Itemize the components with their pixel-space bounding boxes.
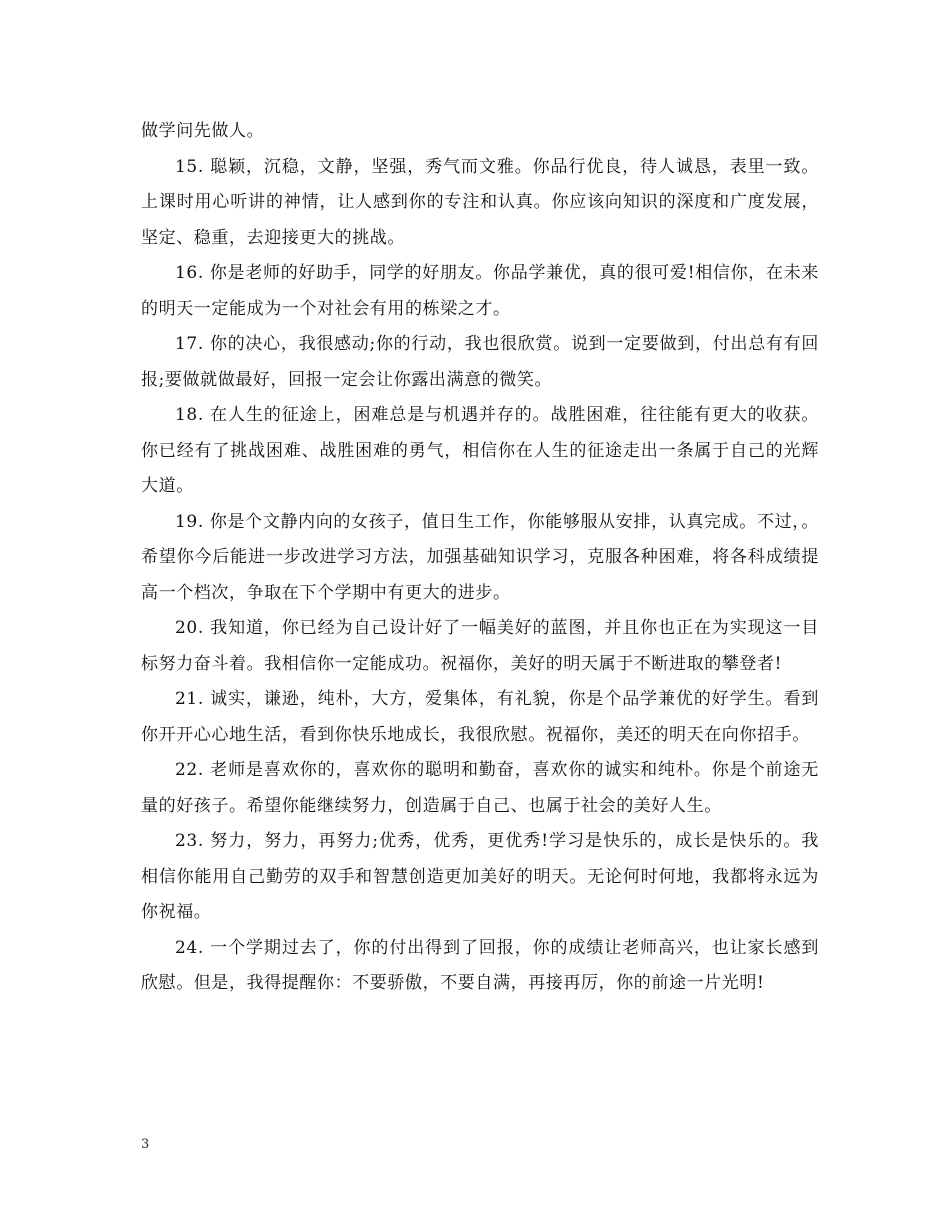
paragraph-15: 15. 聪颖，沉稳，文静，坚强，秀气而文雅。你品行优良，待人诚恳，表里一致。上课时用心听讲的神情，让人感到你的专注和认真。你应该向知识的深度和广度发展，坚定、稳重，去迎接更大的挑战。 — [141, 156, 819, 248]
paragraph-24: 24. 一个学期过去了，你的付出得到了回报，你的成绩让老师高兴，也让家长感到欣慰。但是，我得提醒你：不要骄傲，不要自满，再接再厉，你的前途一片光明! — [141, 937, 819, 993]
paragraph-16: 16. 你是老师的好助手，同学的好朋友。你品学兼优，真的很可爱!相信你，在未来的明天一定能成为一个对社会有用的栋梁之才。 — [141, 263, 819, 319]
paragraph-20: 20. 我知道，你已经为自己设计好了一幅美好的蓝图，并且你也正在为实现这一目标努力奋斗着。我相信你一定能成功。祝福你，美好的明天属于不断进取的攀登者! — [141, 618, 819, 674]
paragraph-17: 17. 你的决心，我很感动;你的行动，我也很欣赏。说到一定要做到，付出总有有回报;要做就做最好，回报一定会让你露出满意的微笑。 — [141, 334, 819, 390]
paragraph-22: 22. 老师是喜欢你的，喜欢你的聪明和勤奋，喜欢你的诚实和纯朴。你是个前途无量的好孩子。希望你能继续努力，创造属于自己、也属于社会的美好人生。 — [141, 760, 819, 816]
paragraph-23: 23. 努力，努力，再努力;优秀，优秀，更优秀!学习是快乐的，成长是快乐的。我相信你能用自己勤劳的双手和智慧创造更加美好的明天。无论何时何地，我都将永远为你祝福。 — [141, 831, 819, 922]
paragraph-continuation: 做学问先做人。 — [141, 121, 265, 141]
paragraph-18: 18. 在人生的征途上，困难总是与机遇并存的。战胜困难，往往能有更大的收获。你已经有了挑战困难、战胜困难的勇气，相信你在人生的征途走出一条属于自己的光辉大道。 — [141, 405, 819, 496]
paragraph-19: 19. 你是个文静内向的女孩子，值日生工作，你能够服从安排，认真完成。不过，。希望你今后能进一步改进学习方法，加强基础知识学习，克服各种困难，将各科成绩提高一个档次，争取在下个学期中有更大的进步。 — [141, 511, 819, 603]
page-number: 3 — [141, 1137, 150, 1152]
document-body — [141, 114, 819, 1002]
paragraph-21: 21. 诚实，谦逊，纯朴，大方，爱集体，有礼貌，你是个品学兼优的好学生。看到你开开心心地生活，看到你快乐地成长，我很欣慰。祝福你，美还的明天在向你招手。 — [141, 689, 819, 745]
